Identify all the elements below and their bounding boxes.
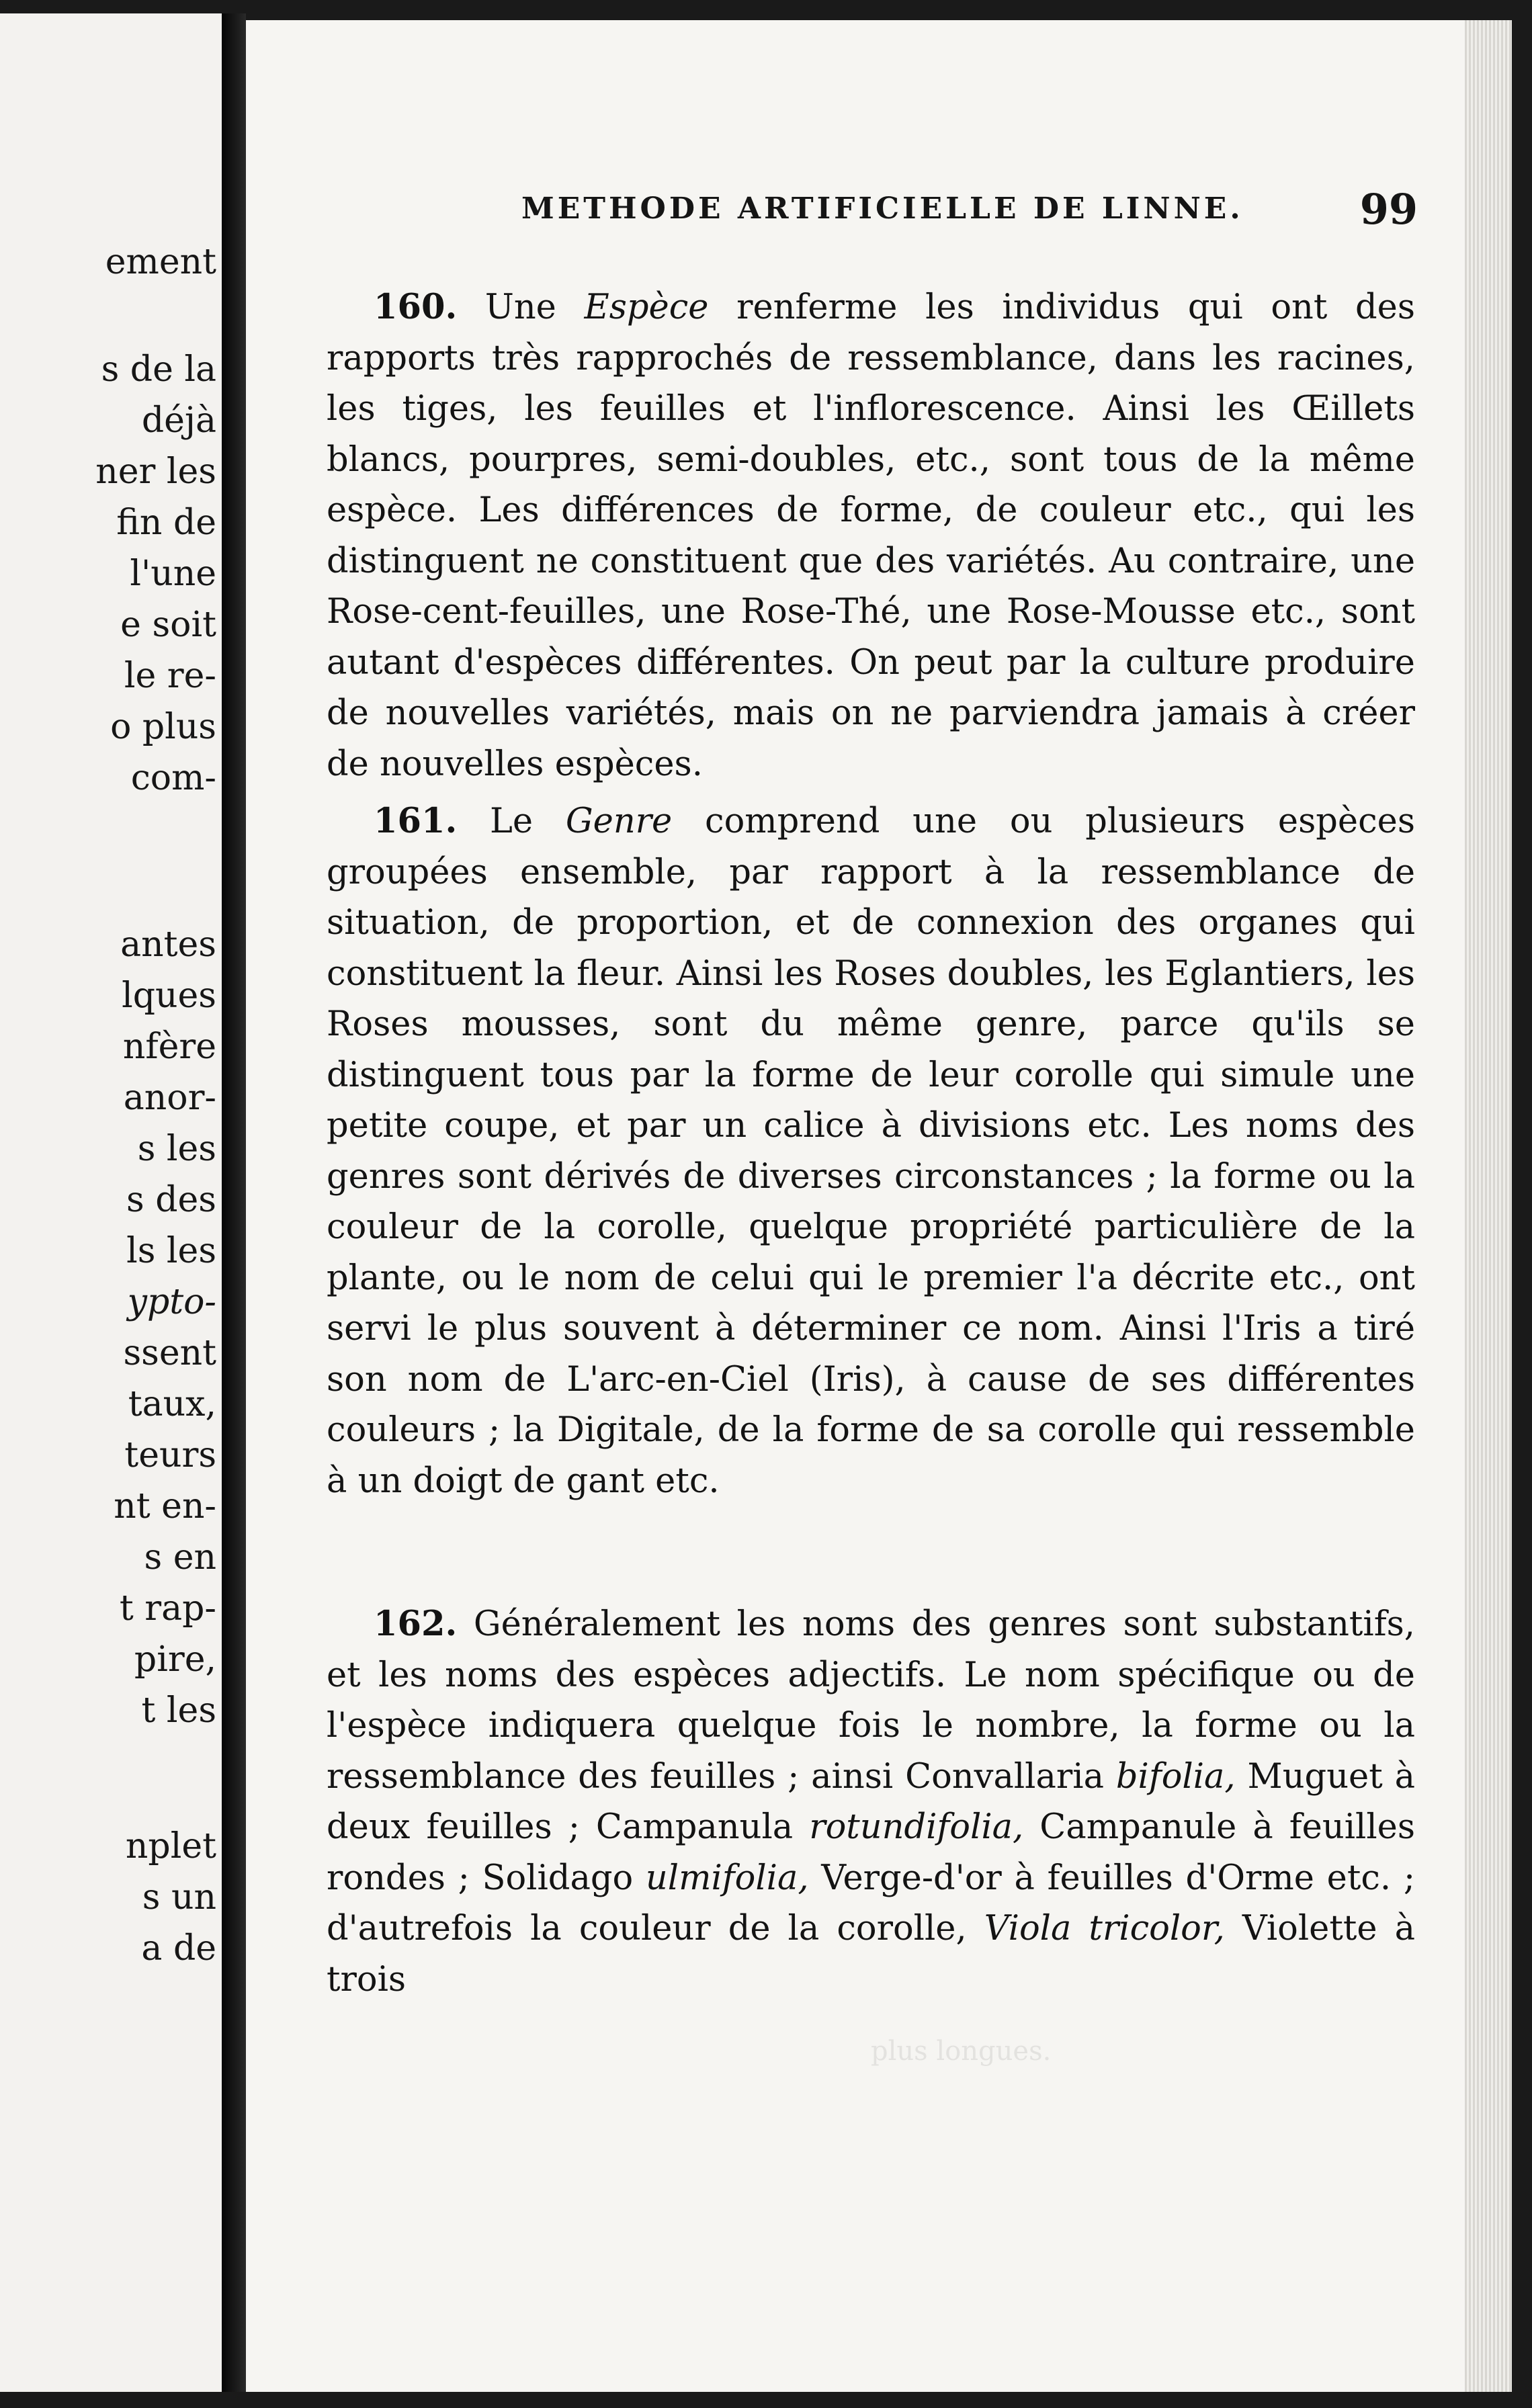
term-italic: Viola tricolor, bbox=[984, 1909, 1225, 1948]
left-page-line: e soit bbox=[120, 605, 216, 645]
left-page-line: teurs bbox=[124, 1435, 216, 1475]
bleed-through-text: plus longues. bbox=[871, 2036, 1052, 2067]
paragraph-text: renferme les individus qui ont des rapports très rapprochés de ressemblance, dans les racines, les tiges, les feuilles et l'inflorescence. Ainsi les Œillets blancs, pourpres, semi-doubles, etc., sont tous de la même espèce. Les différences de forme, de couleur etc., qui les distinguent ne constituent que des variétés. Au contraire, une Rose-cent-feuilles, une Rose-Thé, une Rose-Mousse etc., sont autant d'espèces différentes. On peut par la culture produire de nouvelles variétés, mais on ne parviendra jamais à créer de nouvelles espèces. bbox=[327, 288, 1416, 784]
left-page-line: s les bbox=[137, 1129, 216, 1169]
paragraph-text: Muguet à deux feuilles ; Campanula bbox=[327, 1756, 1415, 1847]
left-page bbox=[0, 13, 222, 2392]
book-gutter bbox=[222, 13, 246, 2392]
left-page-line: nfère bbox=[122, 1027, 216, 1067]
paragraph-text: Le bbox=[457, 802, 566, 841]
paragraph-162 bbox=[327, 1599, 1415, 2005]
left-page-line: com- bbox=[130, 758, 216, 798]
term-italic: Espèce bbox=[584, 288, 709, 327]
left-page-line: ypto- bbox=[127, 1282, 216, 1322]
term-italic: Genre bbox=[565, 802, 673, 841]
right-page bbox=[246, 20, 1512, 2392]
left-page-line: antes bbox=[120, 924, 216, 965]
left-page-line: lques bbox=[122, 976, 216, 1016]
left-page-line: o plus bbox=[110, 707, 216, 747]
left-page-line: nplet bbox=[125, 1826, 216, 1866]
left-page-line: nt en- bbox=[114, 1486, 216, 1526]
paragraph-text: Une bbox=[457, 288, 585, 327]
left-page-line: s de la bbox=[101, 349, 216, 390]
paragraph-text: Violette à trois bbox=[327, 1909, 1415, 2000]
left-page-line: ner les bbox=[95, 452, 216, 492]
left-page-line: a de bbox=[141, 1928, 216, 1969]
left-page-line: taux, bbox=[128, 1384, 216, 1424]
paragraph-text: Campanule à feuilles rondes ; Solidago bbox=[327, 1807, 1415, 1898]
paragraph-number: 162. bbox=[374, 1604, 458, 1644]
paragraph-text: Généralement les noms des genres sont substantifs, et les noms des espèces adjectifs. Le nom spécifique ou de l'espèce indiquera quelque fois le nombre, la forme ou la ressemblance des feuilles ; ainsi Convallaria bbox=[327, 1604, 1415, 1797]
paragraph-number: 161. bbox=[374, 801, 458, 841]
paragraph-160 bbox=[327, 282, 1415, 789]
term-italic: ulmifolia, bbox=[645, 1858, 809, 1898]
paragraph-number: 160. bbox=[374, 287, 458, 327]
left-page-line: t les bbox=[141, 1690, 216, 1731]
page-number: 99 bbox=[1359, 185, 1418, 234]
term-italic: rotundifolia, bbox=[809, 1807, 1024, 1847]
left-page-line: ssent bbox=[123, 1333, 216, 1373]
left-page-line: s des bbox=[126, 1180, 216, 1220]
left-page-line: ement bbox=[105, 242, 216, 282]
left-page-line: l'une bbox=[130, 554, 216, 594]
left-page-line: le re- bbox=[124, 656, 216, 696]
paragraph-text: Verge-d'or à feuilles d'Orme etc. ; d'autrefois la couleur de la corolle, bbox=[327, 1858, 1415, 1948]
left-page-line: s un bbox=[142, 1877, 216, 1918]
paragraph-161 bbox=[327, 796, 1415, 1506]
left-page-line: anor- bbox=[123, 1078, 216, 1118]
left-page-line: pire, bbox=[134, 1639, 216, 1680]
left-page-line: ls les bbox=[126, 1231, 216, 1271]
term-italic: bifolia, bbox=[1115, 1756, 1236, 1797]
paragraph-text: comprend une ou plusieurs espèces groupées ensemble, par rapport à la ressemblance de situation, de proportion, et de connexion des organes qui constituent la fleur. Ainsi les Roses doubles, les Eglantiers, les Roses mousses, sont du même genre, parce qu'ils se distinguent tous par la forme de leur corolle qui simule une petite coupe, et par un calice à divisions etc. Les noms des genres sont dérivés de diverses circonstances ; la forme ou la couleur de la corolle, quelque propriété particulière de la plante, ou le nom de celui qui le premier l'a décrite etc., ont servi le plus souvent à déterminer ce nom. Ainsi l'Iris a tiré son nom de L'arc-en-Ciel (Iris), à cause de ses différentes couleurs ; la Digitale, de la forme de sa corolle qui ressemble à un doigt de gant etc. bbox=[327, 802, 1415, 1501]
left-page-line: t rap- bbox=[119, 1588, 216, 1629]
running-head: METHODE ARTIFICIELLE DE LINNE. bbox=[521, 191, 1244, 226]
left-page-line: fin de bbox=[116, 503, 216, 543]
left-page-line: s en bbox=[144, 1537, 216, 1578]
page-edge bbox=[1465, 20, 1512, 2392]
left-page-line: déjà bbox=[141, 400, 216, 441]
